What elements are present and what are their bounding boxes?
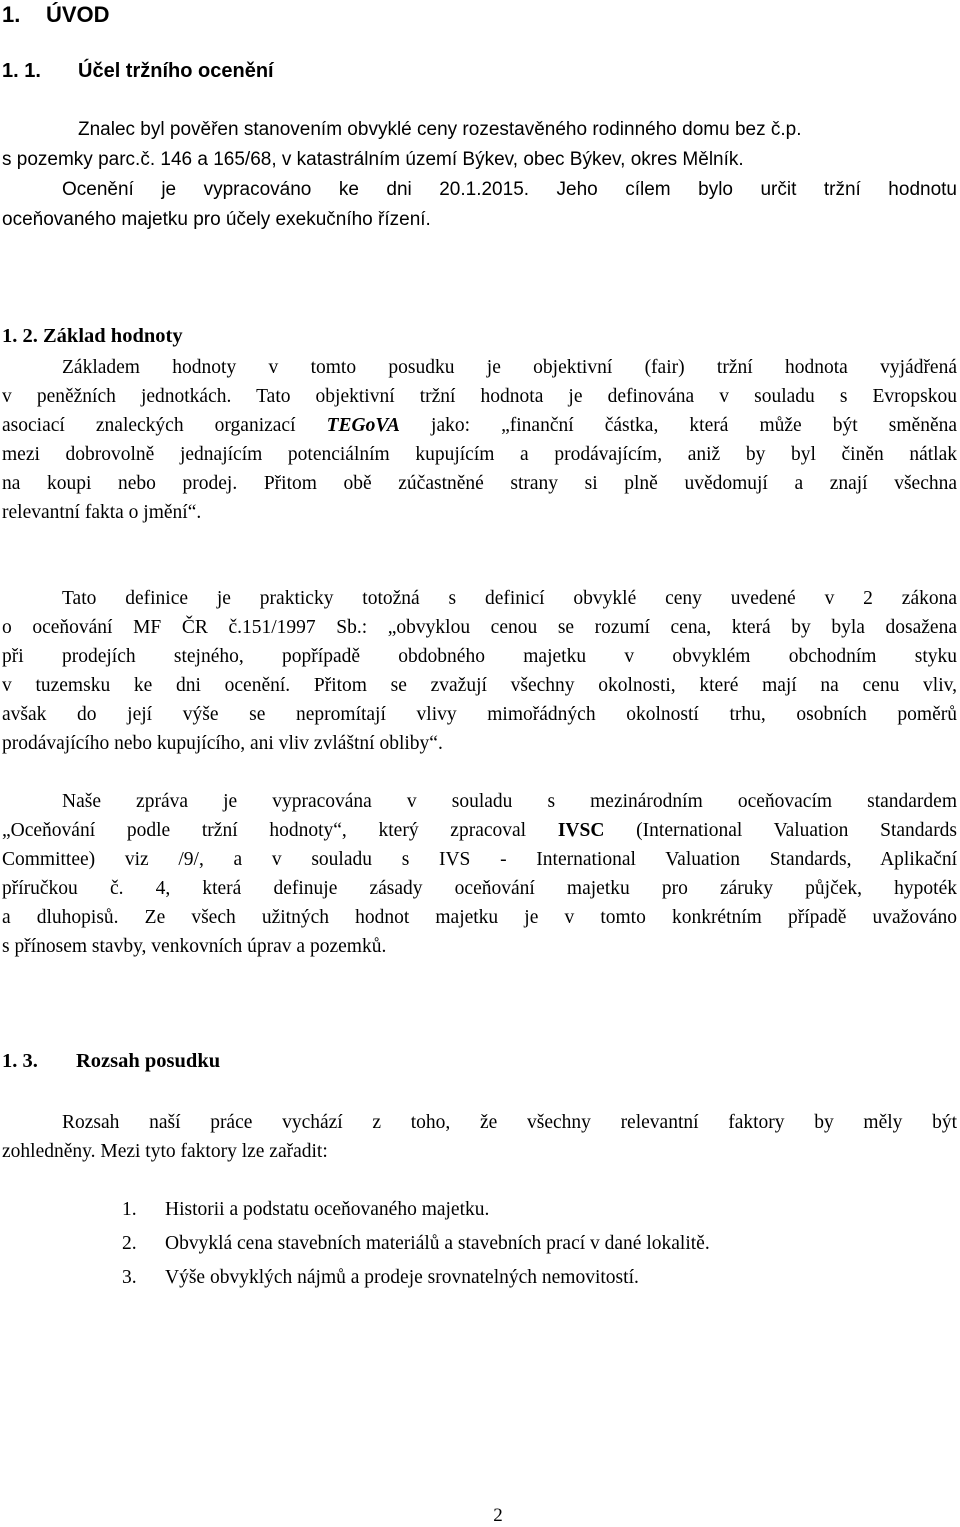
section-number: 1. xyxy=(2,2,21,27)
paragraph-line: Ocenění je vypracováno ke dni 20.1.2015. Jeho cílem bylo určit tržní hodnotu xyxy=(62,179,957,200)
paragraph-line: avšak do její výše se nepromítají vlivy mimořádných okolností trhu, osobních poměrů xyxy=(2,704,957,725)
text-span: jako: „finanční částka, která může být směněna xyxy=(431,415,958,436)
ivsc-term: IVSC xyxy=(557,820,605,841)
section-heading xyxy=(2,2,110,28)
text-span: v peněžních jednotkách. xyxy=(2,386,232,407)
text-span: „Oceňování podle tržní hodnoty“, který zpracoval xyxy=(2,820,527,841)
page-number: 2 xyxy=(493,1505,503,1526)
paragraph-line: zohledněny. Mezi tyto faktory lze zařadit: xyxy=(2,1141,328,1162)
text-span: Přitom obě zúčastněné strany si plně uvědomují a znají všechna xyxy=(263,473,958,494)
subsection-number: 1. 2. xyxy=(2,325,38,347)
basis-paragraph-2 xyxy=(2,584,957,758)
subsection-heading-1-1 xyxy=(2,60,274,83)
list-item-text: Obvyklá cena stavebních materiálů a stavebních prací v dané lokalitě. xyxy=(165,1233,710,1254)
paragraph-line xyxy=(2,115,957,145)
section-title: ÚVOD xyxy=(46,2,110,27)
text-span: o oceňování MF ČR č.151/1997 Sb.: xyxy=(2,617,368,638)
paragraph-line: při prodejích stejného, popřípadě obdobného majetku v obvyklém obchodním styku xyxy=(2,646,957,667)
paragraph-line xyxy=(2,816,957,845)
paragraph-line xyxy=(2,671,957,700)
list-item-text: Historii a podstatu oceňovaného majetku. xyxy=(165,1199,490,1220)
paragraph-line: s pozemky parc.č. 146 a 165/68, v katastrálním území Býkev, obec Býkev, okres Mělník. xyxy=(2,149,744,170)
subsection-heading-1-3 xyxy=(2,1050,220,1073)
paragraph-line: s přínosem stavby, venkovních úprav a pozemků. xyxy=(2,936,387,957)
paragraph-line: a dluhopisů. Ze všech užitných hodnot majetku je v tomto konkrétním případě uvažováno xyxy=(2,907,957,928)
paragraph-line: příručkou č. 4, která definuje zásady oceňování majetku pro záruky půjček, hypoték xyxy=(2,878,957,899)
paragraph-line: Tato definice je prakticky totožná s definicí obvyklé ceny uvedené v 2 zákona xyxy=(62,588,957,609)
list-item-number: 1. xyxy=(122,1199,137,1220)
list-item xyxy=(122,1263,942,1297)
factors-list xyxy=(122,1195,942,1297)
paragraph-line: relevantní fakta o jmění“. xyxy=(2,502,202,523)
subsection-title: Základ hodnoty xyxy=(43,325,183,347)
scope-paragraph xyxy=(2,1108,957,1166)
paragraph-line xyxy=(2,613,957,642)
list-item xyxy=(122,1229,942,1263)
list-item-number: 2. xyxy=(122,1233,137,1254)
list-item-text: Výše obvyklých nájmů a prodeje srovnatelných nemovitostí. xyxy=(165,1267,639,1288)
tegova-term: TEGoVA xyxy=(326,415,400,436)
text-span: (International Valuation Standards xyxy=(636,820,958,841)
text-span: na koupi nebo prodej. xyxy=(2,473,238,494)
paragraph-line: mezi dobrovolně jednajícím potenciálním kupujícím a prodávajícím, aniž by byl činěn nátlak xyxy=(2,444,957,465)
text-span: Přitom se zvažují všechny okolnosti, které mají na cenu vliv, xyxy=(313,675,957,696)
subsection-title: Rozsah posudku xyxy=(76,1050,221,1072)
paragraph-line: oceňovaného majetku pro účely exekučního řízení. xyxy=(2,209,431,230)
paragraph-line: prodávajícího nebo kupujícího, ani vliv zvláštní obliby“. xyxy=(2,733,443,754)
paragraph-line xyxy=(2,411,957,440)
basis-paragraph-1 xyxy=(2,353,957,527)
subsection-title: Účel tržního ocenění xyxy=(78,60,274,82)
text-span: „obvyklou cenou se rozumí cena, která by byla dosažena xyxy=(387,617,957,638)
paragraph-line: Základem hodnoty v tomto posudku je objektivní (fair) tržní hodnota vyjádřená xyxy=(62,357,957,378)
paragraph-line: Committee) viz /9/, a v souladu s IVS - International Valuation Standards, Aplikační xyxy=(2,849,957,870)
purpose-paragraph xyxy=(2,115,957,235)
subsection-heading-1-2 xyxy=(2,325,183,348)
subsection-number: 1. 3. xyxy=(2,1050,38,1072)
text-span: v tuzemsku ke dni ocenění. xyxy=(2,675,291,696)
paragraph-line: Rozsah naší práce vychází z toho, že všechny relevantní faktory by měly být xyxy=(62,1112,957,1133)
subsection-number: 1. 1. xyxy=(2,60,41,82)
list-item xyxy=(122,1195,942,1229)
basis-paragraph-3 xyxy=(2,787,957,961)
paragraph-line xyxy=(2,469,957,498)
paragraph-line: Naše zpráva je vypracována v souladu s mezinárodním oceňovacím standardem xyxy=(62,791,957,812)
text-span: asociací znaleckých organizací xyxy=(2,415,296,436)
list-item-number: 3. xyxy=(122,1267,137,1288)
text-span: Tato objektivní tržní hodnota je definována v souladu s Evropskou xyxy=(256,386,957,407)
paragraph-line xyxy=(2,382,957,411)
text-line: Znalec byl pověřen stanovením obvyklé ceny rozestavěného rodinného domu bez č.p. xyxy=(78,119,802,140)
